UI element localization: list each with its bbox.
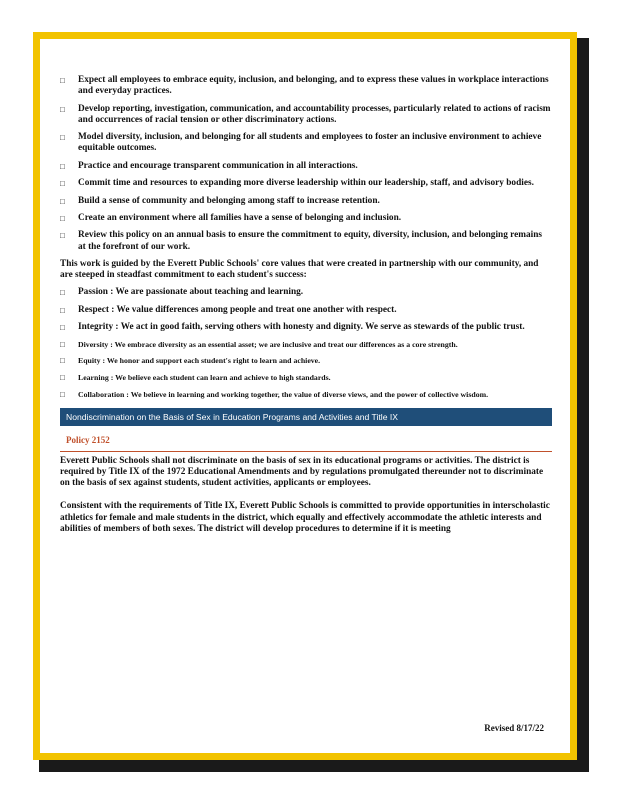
policy-paragraph: Everett Public Schools shall not discriminate on the basis of sex in its educational programs or activities. The district is required by Title IX of the 1972 Educational Amendments and by regulations promulgated thereunder not to discriminate on the basis of sex against students, student activities, applicants or employees. [60,455,544,489]
list-item: □ Equity : We honor and support each student's right to learn and achieve. [60,356,321,366]
list-item: □ Collaboration : We believe in learning and working together, the value of diverse views, and the power of collective wisdom. [60,389,489,399]
list-item: □ Passion : We are passionate about teaching and learning. [60,287,304,298]
list-item: □ Integrity : We act in good faith, serving others with honesty and dignity. We serve as stewards of the public trust. [60,322,525,333]
policy-paragraph: Consistent with the requirements of Title IX, Everett Public Schools is committed to provide opportunities in interscholastic athletics for female and male students in the district, which equally and effectively accommodate the athletic interests and abilities of members of both sexes. The district will develop procedures to determine if it is meeting [60,501,550,534]
list-item: □ Diversity : We embrace diversity as an essential asset; we are inclusive and treat our differences as a core strength. [60,339,458,349]
list-item: □ Create an environment where all families have a sense of belonging and inclusion. [60,212,402,223]
core-values-list [60,287,552,333]
checkbox-bullet-icon: □ [60,372,65,382]
page-content [60,75,552,541]
list-item: □ Review this policy on an annual basis to ensure the commitment to equity, diversity, inclusion, and belonging remains at the forefront of our work. [60,230,543,252]
checkbox-bullet-icon: □ [60,305,65,315]
checkbox-bullet-icon: □ [60,356,65,366]
page-frame [33,32,577,760]
core-values-intro: This work is guided by the Everett Public Schools' core values that were created in partnership with our community, and are steeped in steadfast commitment to each student's success: [60,258,539,281]
goals-list [60,75,552,253]
divider [60,451,552,452]
checkbox-bullet-icon: □ [60,288,65,298]
checkbox-bullet-icon: □ [60,179,65,189]
checkbox-bullet-icon: □ [60,213,65,223]
checkbox-bullet-icon: □ [60,196,65,206]
checkbox-bullet-icon: □ [60,104,65,114]
checkbox-bullet-icon: □ [60,231,65,241]
checkbox-bullet-icon: □ [60,76,65,85]
checkbox-bullet-icon: □ [60,389,65,399]
checkbox-bullet-icon: □ [60,323,65,333]
list-item: □ Practice and encourage transparent communication in all interactions. [60,160,358,171]
list-item: □ Respect : We value differences among people and treat one another with respect. [60,304,397,315]
list-item: □ Develop reporting, investigation, communication, and accountability processes, particularly related to actions of racism and occurrences of racial tension or other discriminatory actions. [60,103,551,125]
checkbox-bullet-icon: □ [60,339,65,349]
checkbox-bullet-icon: □ [60,133,65,143]
list-item: □ Model diversity, inclusion, and belonging for all students and employees to foster an inclusive environment to achieve equitable outcomes. [60,132,542,154]
section-banner: Nondiscrimination on the Basis of Sex in Education Programs and Activities and Title IX [60,408,552,426]
checkbox-bullet-icon: □ [60,161,65,171]
list-item: □ Expect all employees to embrace equity, inclusion, and belonging, and to express these values in workplace interactions and everyday practices. [60,75,549,97]
revision-date: Revised 8/17/22 [484,723,544,733]
core-values-list-small [60,340,552,400]
list-item: □ Build a sense of community and belonging among staff to increase retention. [60,195,380,206]
list-item: □ Commit time and resources to expanding more diverse leadership within our leadership, staff, and advisory bodies. [60,178,534,189]
list-item: □ Learning : We believe each student can learn and achieve to high standards. [60,372,331,382]
policy-number: Policy 2152 [66,434,110,445]
